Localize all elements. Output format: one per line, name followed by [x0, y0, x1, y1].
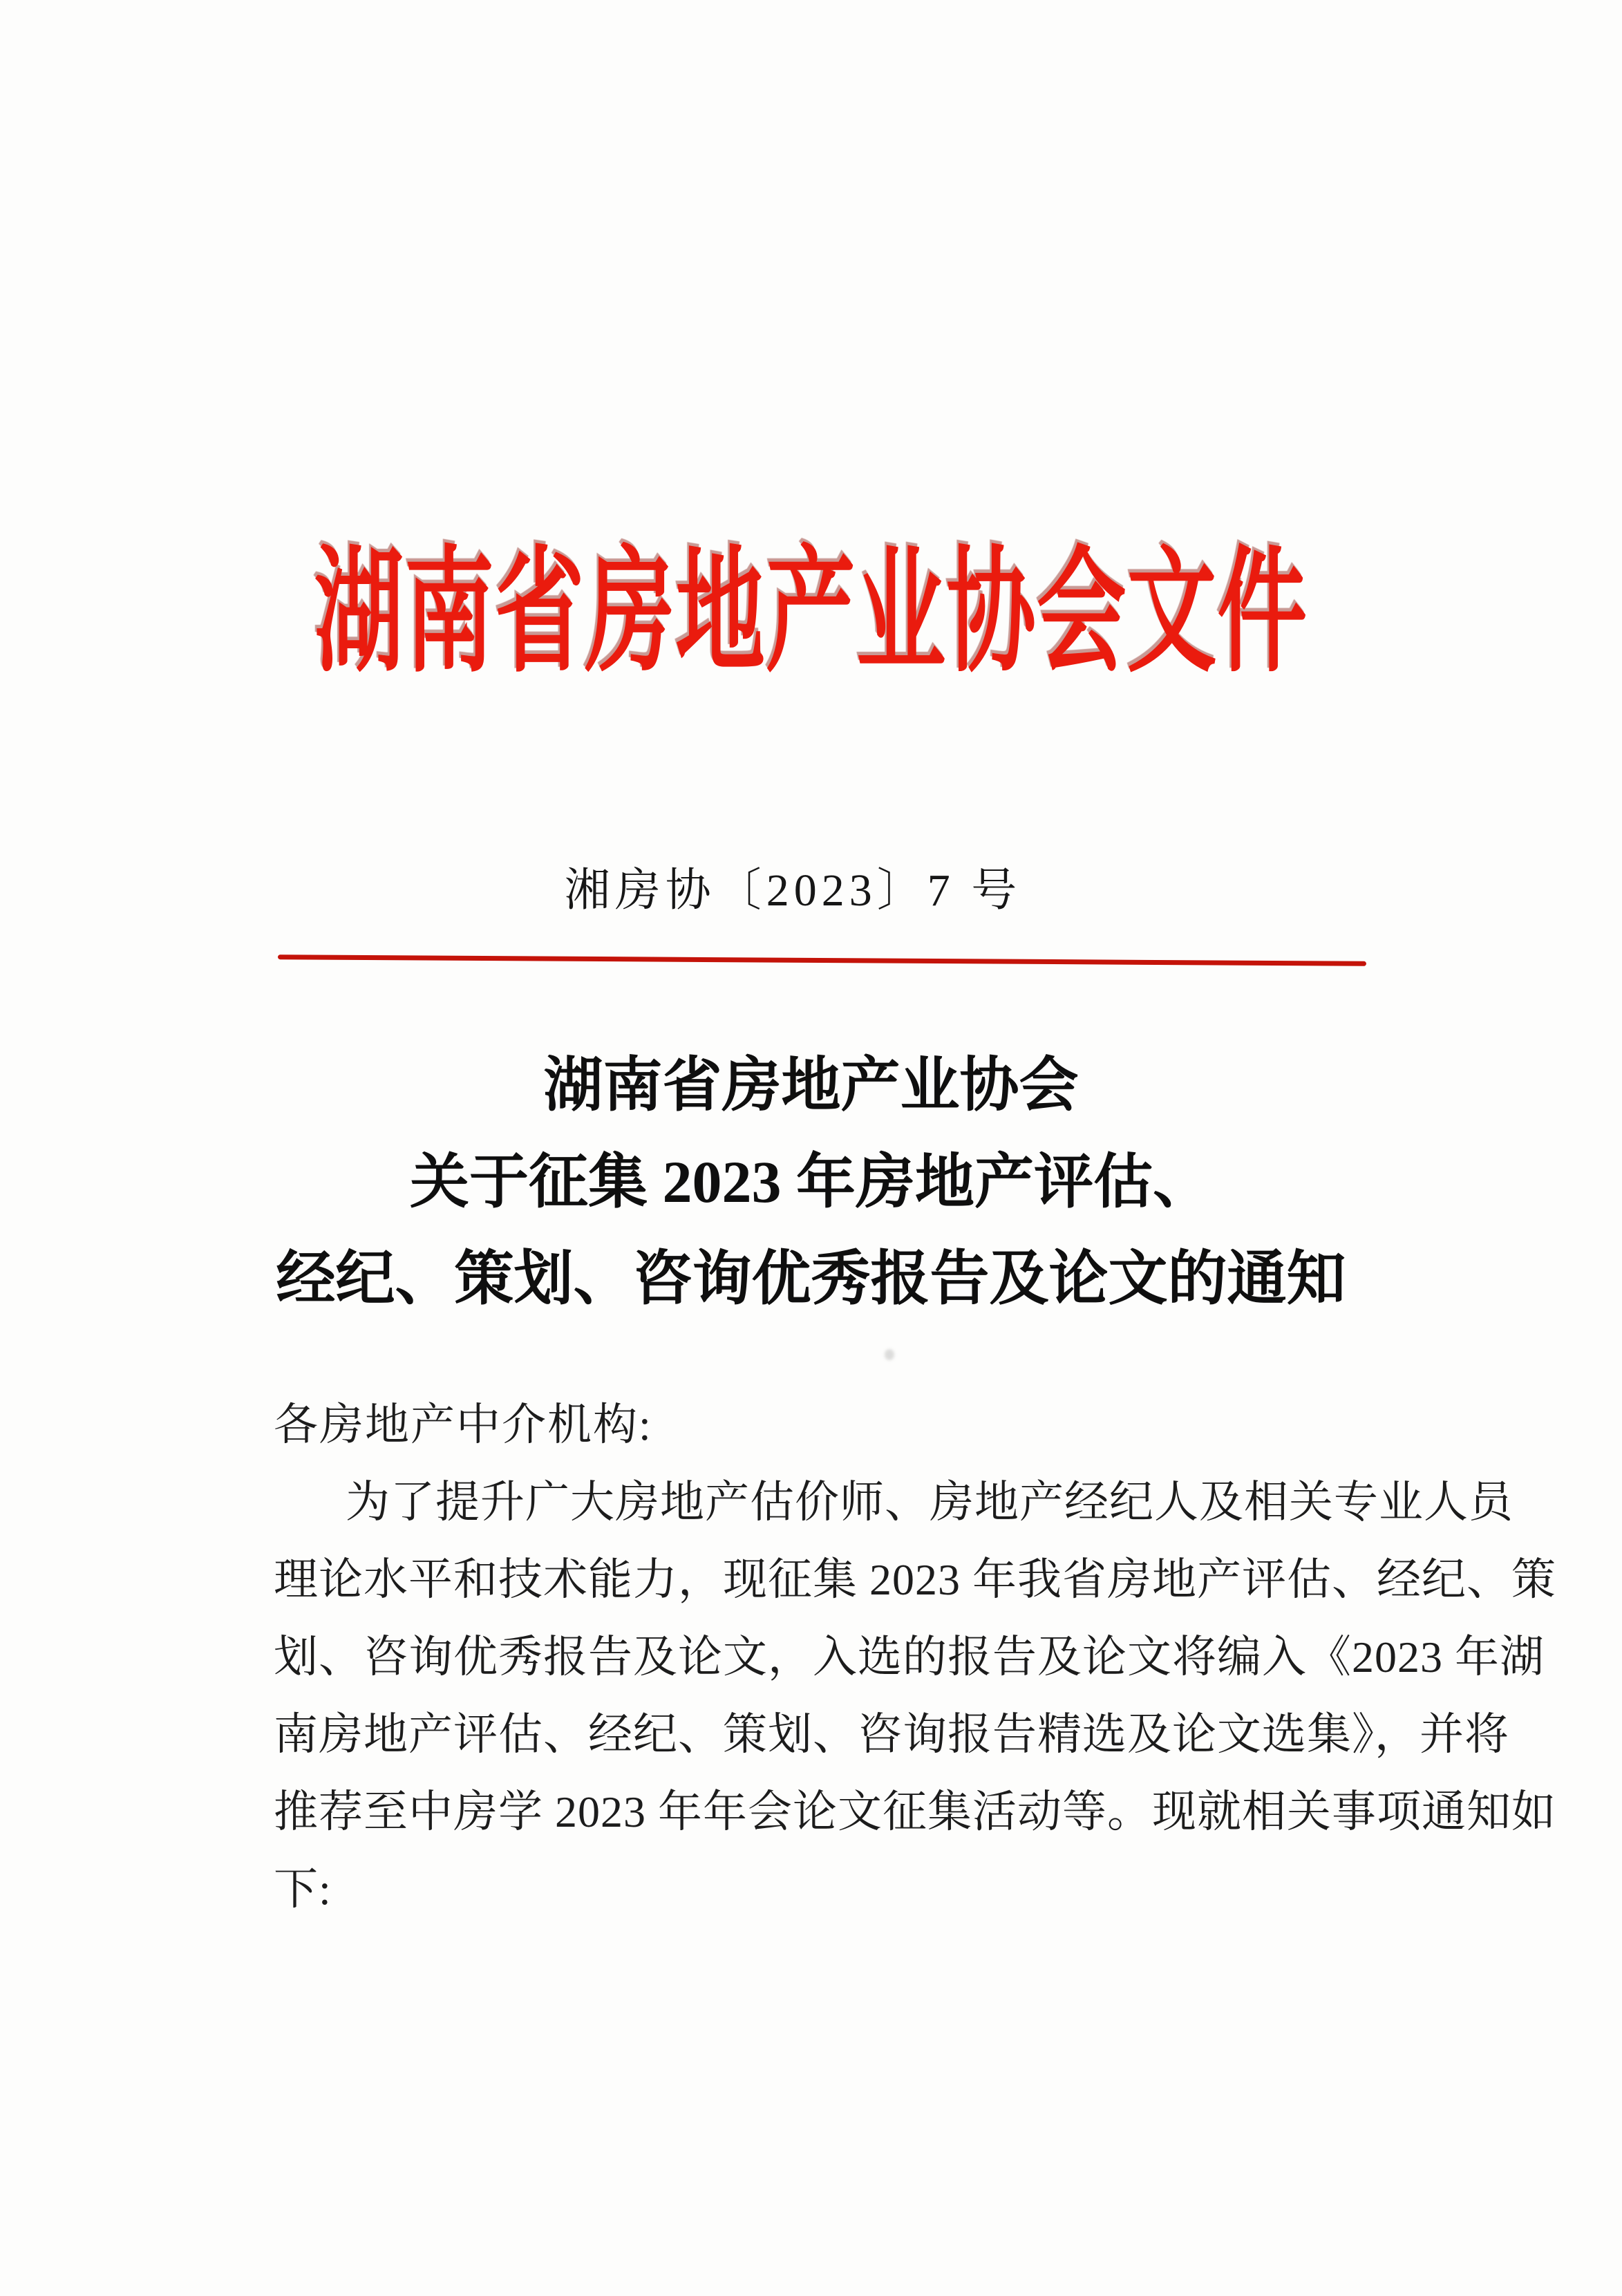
- notice-title-line-2: 关于征集 2023 年房地产评估、: [410, 1149, 1212, 1215]
- red-divider-line: [278, 954, 1366, 966]
- body-line: 推荐至中房学 2023 年年会论文征集活动等。现就相关事项通知如: [274, 1787, 1556, 1836]
- notice-title-line-3: 经纪、策划、咨询优秀报告及论文的通知: [276, 1245, 1346, 1312]
- body-line: 下:: [274, 1865, 332, 1914]
- body-line: 划、咨询优秀报告及论文，入选的报告及论文将编入《2023 年湖: [274, 1632, 1545, 1682]
- letterhead-banner-title: 湖南省房地产业协会文件: [314, 538, 1308, 688]
- notice-title: [0, 1037, 1622, 1327]
- body-line: 为了提升广大房地产估价师、房地产经纪人及相关专业人员: [346, 1478, 1513, 1527]
- scan-artifact: [885, 1349, 894, 1360]
- body-paragraph: [274, 1464, 1556, 1928]
- body-line: 南房地产评估、经纪、策划、咨询报告精选及论文选集》，并将: [274, 1710, 1509, 1759]
- body-line: 理论水平和技术能力，现征集 2023 年我省房地产评估、经纪、策: [274, 1555, 1556, 1604]
- document-number: 湘房协〔2023〕7 号: [564, 865, 1022, 916]
- salutation-line: 各房地产中介机构:: [274, 1400, 652, 1449]
- notice-title-line-1: 湖南省房地产业协会: [543, 1052, 1079, 1118]
